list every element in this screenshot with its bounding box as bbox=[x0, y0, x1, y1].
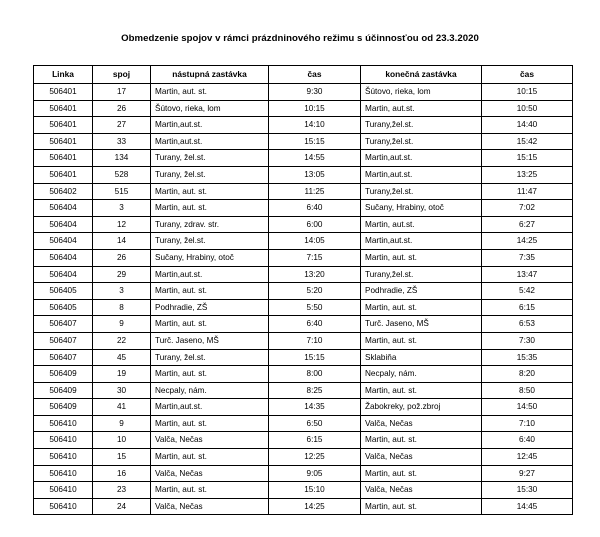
cell-time-from: 10:15 bbox=[269, 100, 361, 117]
cell-time-to: 13:25 bbox=[482, 166, 573, 183]
table-row bbox=[34, 415, 573, 432]
cell-time-from: 6:15 bbox=[269, 432, 361, 449]
cell-to-stop: Martin, aut. st. bbox=[361, 465, 482, 482]
cell-time-from: 5:20 bbox=[269, 283, 361, 300]
timetable bbox=[33, 65, 573, 515]
cell-spoj: 3 bbox=[93, 283, 151, 300]
cell-spoj: 16 bbox=[93, 465, 151, 482]
table-header bbox=[34, 66, 573, 84]
cell-from-stop: Martin, aut. st. bbox=[151, 84, 269, 101]
cell-to-stop: Žabokreky, pož.zbroj bbox=[361, 399, 482, 416]
column-header-time-to: čas bbox=[482, 66, 573, 84]
cell-from-stop: Turany, žel.st. bbox=[151, 233, 269, 250]
cell-time-from: 12:25 bbox=[269, 449, 361, 466]
cell-from-stop: Valča, Nečas bbox=[151, 432, 269, 449]
cell-spoj: 8 bbox=[93, 299, 151, 316]
cell-linka: 506409 bbox=[34, 399, 93, 416]
cell-from-stop: Sučany, Hrabiny, otoč bbox=[151, 249, 269, 266]
table-row bbox=[34, 200, 573, 217]
cell-spoj: 17 bbox=[93, 84, 151, 101]
cell-linka: 506407 bbox=[34, 349, 93, 366]
table-row bbox=[34, 216, 573, 233]
cell-from-stop: Martin, aut. st. bbox=[151, 316, 269, 333]
cell-time-from: 8:00 bbox=[269, 366, 361, 383]
column-header-to-stop: konečná zastávka bbox=[361, 66, 482, 84]
column-header-from-stop: nástupná zastávka bbox=[151, 66, 269, 84]
cell-time-from: 11:25 bbox=[269, 183, 361, 200]
cell-time-to: 7:10 bbox=[482, 415, 573, 432]
cell-time-from: 14:55 bbox=[269, 150, 361, 167]
cell-linka: 506404 bbox=[34, 266, 93, 283]
column-header-time-from: čas bbox=[269, 66, 361, 84]
table-body bbox=[34, 84, 573, 515]
table-row bbox=[34, 183, 573, 200]
cell-to-stop: Martin,aut.st. bbox=[361, 150, 482, 167]
cell-time-to: 15:15 bbox=[482, 150, 573, 167]
table-row bbox=[34, 299, 573, 316]
cell-spoj: 134 bbox=[93, 150, 151, 167]
table-row bbox=[34, 366, 573, 383]
cell-to-stop: Martin,aut.st. bbox=[361, 233, 482, 250]
cell-linka: 506401 bbox=[34, 100, 93, 117]
cell-time-to: 6:15 bbox=[482, 299, 573, 316]
cell-time-to: 5:42 bbox=[482, 283, 573, 300]
cell-from-stop: Podhradie, ZŠ bbox=[151, 299, 269, 316]
table-row bbox=[34, 498, 573, 515]
cell-time-from: 15:15 bbox=[269, 349, 361, 366]
cell-from-stop: Turany, zdrav. str. bbox=[151, 216, 269, 233]
cell-linka: 506404 bbox=[34, 200, 93, 217]
cell-time-to: 13:47 bbox=[482, 266, 573, 283]
table-row bbox=[34, 117, 573, 134]
table-row bbox=[34, 100, 573, 117]
cell-linka: 506410 bbox=[34, 465, 93, 482]
timetable-container bbox=[33, 65, 572, 515]
table-row bbox=[34, 249, 573, 266]
cell-from-stop: Martin,aut.st. bbox=[151, 133, 269, 150]
cell-to-stop: Valča, Nečas bbox=[361, 482, 482, 499]
cell-from-stop: Martin,aut.st. bbox=[151, 266, 269, 283]
cell-time-to: 12:45 bbox=[482, 449, 573, 466]
cell-spoj: 10 bbox=[93, 432, 151, 449]
cell-from-stop: Šútovo, rieka, lom bbox=[151, 100, 269, 117]
table-row bbox=[34, 150, 573, 167]
page-title: Obmedzenie spojov v rámci prázdninového režimu s účinnosťou od 23.3.2020 bbox=[121, 33, 479, 44]
cell-to-stop: Necpaly, nám. bbox=[361, 366, 482, 383]
cell-linka: 506407 bbox=[34, 332, 93, 349]
cell-time-to: 10:50 bbox=[482, 100, 573, 117]
cell-from-stop: Martin,aut.st. bbox=[151, 117, 269, 134]
cell-time-from: 15:15 bbox=[269, 133, 361, 150]
cell-to-stop: Šútovo, rieka, lom bbox=[361, 84, 482, 101]
cell-to-stop: Turany,žel.st. bbox=[361, 117, 482, 134]
cell-to-stop: Podhradie, ZŠ bbox=[361, 283, 482, 300]
table-row bbox=[34, 266, 573, 283]
cell-spoj: 515 bbox=[93, 183, 151, 200]
cell-linka: 506405 bbox=[34, 299, 93, 316]
cell-time-to: 15:35 bbox=[482, 349, 573, 366]
cell-time-to: 8:50 bbox=[482, 382, 573, 399]
cell-from-stop: Martin,aut.st. bbox=[151, 399, 269, 416]
cell-from-stop: Turany, žel.st. bbox=[151, 166, 269, 183]
cell-to-stop: Martin, aut. st. bbox=[361, 249, 482, 266]
cell-from-stop: Martin, aut. st. bbox=[151, 283, 269, 300]
column-header-spoj: spoj bbox=[93, 66, 151, 84]
cell-to-stop: Martin, aut. st. bbox=[361, 498, 482, 515]
cell-spoj: 14 bbox=[93, 233, 151, 250]
cell-linka: 506404 bbox=[34, 216, 93, 233]
cell-linka: 506410 bbox=[34, 449, 93, 466]
cell-to-stop: Martin, aut.st. bbox=[361, 216, 482, 233]
cell-time-to: 15:42 bbox=[482, 133, 573, 150]
cell-linka: 506409 bbox=[34, 366, 93, 383]
cell-time-to: 7:02 bbox=[482, 200, 573, 217]
cell-time-from: 6:40 bbox=[269, 200, 361, 217]
cell-linka: 506401 bbox=[34, 150, 93, 167]
cell-time-from: 13:20 bbox=[269, 266, 361, 283]
table-row bbox=[34, 332, 573, 349]
cell-time-from: 14:05 bbox=[269, 233, 361, 250]
cell-to-stop: Martin,aut.st. bbox=[361, 166, 482, 183]
cell-time-to: 9:27 bbox=[482, 465, 573, 482]
table-row bbox=[34, 382, 573, 399]
cell-to-stop: Turany,žel.st. bbox=[361, 183, 482, 200]
cell-linka: 506404 bbox=[34, 233, 93, 250]
cell-from-stop: Martin, aut. st. bbox=[151, 449, 269, 466]
cell-time-to: 8:20 bbox=[482, 366, 573, 383]
cell-spoj: 9 bbox=[93, 415, 151, 432]
cell-time-to: 15:30 bbox=[482, 482, 573, 499]
cell-to-stop: Martin, aut. st. bbox=[361, 332, 482, 349]
cell-time-from: 6:00 bbox=[269, 216, 361, 233]
cell-linka: 506401 bbox=[34, 166, 93, 183]
cell-from-stop: Turč. Jaseno, MŠ bbox=[151, 332, 269, 349]
cell-spoj: 27 bbox=[93, 117, 151, 134]
cell-to-stop: Martin, aut. st. bbox=[361, 382, 482, 399]
cell-time-from: 13:05 bbox=[269, 166, 361, 183]
cell-time-from: 6:50 bbox=[269, 415, 361, 432]
cell-time-from: 7:10 bbox=[269, 332, 361, 349]
cell-time-to: 7:35 bbox=[482, 249, 573, 266]
cell-linka: 506410 bbox=[34, 498, 93, 515]
cell-time-to: 7:30 bbox=[482, 332, 573, 349]
cell-from-stop: Turany, žel.st. bbox=[151, 349, 269, 366]
cell-to-stop: Turany,žel.st. bbox=[361, 133, 482, 150]
table-row bbox=[34, 84, 573, 101]
cell-to-stop: Turany,žel.st. bbox=[361, 266, 482, 283]
cell-spoj: 3 bbox=[93, 200, 151, 217]
cell-spoj: 9 bbox=[93, 316, 151, 333]
cell-time-from: 14:25 bbox=[269, 498, 361, 515]
cell-to-stop: Turč. Jaseno, MŠ bbox=[361, 316, 482, 333]
table-row bbox=[34, 349, 573, 366]
cell-from-stop: Valča, Nečas bbox=[151, 465, 269, 482]
cell-from-stop: Valča, Nečas bbox=[151, 498, 269, 515]
cell-spoj: 45 bbox=[93, 349, 151, 366]
cell-to-stop: Sučany, Hrabiny, otoč bbox=[361, 200, 482, 217]
cell-time-from: 8:25 bbox=[269, 382, 361, 399]
cell-from-stop: Martin, aut. st. bbox=[151, 200, 269, 217]
cell-time-from: 7:15 bbox=[269, 249, 361, 266]
cell-linka: 506402 bbox=[34, 183, 93, 200]
cell-time-to: 10:15 bbox=[482, 84, 573, 101]
cell-from-stop: Turany, žel.st. bbox=[151, 150, 269, 167]
cell-spoj: 22 bbox=[93, 332, 151, 349]
cell-spoj: 23 bbox=[93, 482, 151, 499]
cell-time-from: 15:10 bbox=[269, 482, 361, 499]
cell-linka: 506409 bbox=[34, 382, 93, 399]
cell-time-to: 6:53 bbox=[482, 316, 573, 333]
cell-spoj: 41 bbox=[93, 399, 151, 416]
cell-to-stop: Martin, aut. st. bbox=[361, 432, 482, 449]
table-row bbox=[34, 133, 573, 150]
table-row bbox=[34, 449, 573, 466]
cell-linka: 506410 bbox=[34, 482, 93, 499]
cell-linka: 506407 bbox=[34, 316, 93, 333]
cell-time-from: 14:10 bbox=[269, 117, 361, 134]
cell-time-from: 14:35 bbox=[269, 399, 361, 416]
table-row bbox=[34, 316, 573, 333]
cell-linka: 506404 bbox=[34, 249, 93, 266]
cell-from-stop: Martin, aut. st. bbox=[151, 482, 269, 499]
cell-to-stop: Martin, aut.st. bbox=[361, 100, 482, 117]
cell-spoj: 29 bbox=[93, 266, 151, 283]
table-row bbox=[34, 482, 573, 499]
cell-linka: 506405 bbox=[34, 283, 93, 300]
cell-to-stop: Valča, Nečas bbox=[361, 415, 482, 432]
cell-from-stop: Martin, aut. st. bbox=[151, 415, 269, 432]
cell-time-to: 14:45 bbox=[482, 498, 573, 515]
table-row bbox=[34, 233, 573, 250]
cell-spoj: 12 bbox=[93, 216, 151, 233]
cell-spoj: 30 bbox=[93, 382, 151, 399]
column-header-linka: Linka bbox=[34, 66, 93, 84]
cell-time-to: 6:27 bbox=[482, 216, 573, 233]
cell-spoj: 19 bbox=[93, 366, 151, 383]
cell-to-stop: Sklabiňa bbox=[361, 349, 482, 366]
table-row bbox=[34, 283, 573, 300]
cell-linka: 506401 bbox=[34, 84, 93, 101]
table-row bbox=[34, 399, 573, 416]
cell-time-from: 5:50 bbox=[269, 299, 361, 316]
cell-from-stop: Necpaly, nám. bbox=[151, 382, 269, 399]
cell-time-from: 9:05 bbox=[269, 465, 361, 482]
cell-linka: 506410 bbox=[34, 415, 93, 432]
cell-time-to: 14:50 bbox=[482, 399, 573, 416]
cell-time-to: 11:47 bbox=[482, 183, 573, 200]
cell-time-from: 6:40 bbox=[269, 316, 361, 333]
cell-from-stop: Martin, aut. st. bbox=[151, 183, 269, 200]
cell-spoj: 26 bbox=[93, 100, 151, 117]
cell-linka: 506410 bbox=[34, 432, 93, 449]
table-row bbox=[34, 432, 573, 449]
cell-spoj: 33 bbox=[93, 133, 151, 150]
cell-linka: 506401 bbox=[34, 117, 93, 134]
cell-linka: 506401 bbox=[34, 133, 93, 150]
cell-to-stop: Valča, Nečas bbox=[361, 449, 482, 466]
cell-time-from: 9:30 bbox=[269, 84, 361, 101]
table-row bbox=[34, 166, 573, 183]
cell-spoj: 528 bbox=[93, 166, 151, 183]
cell-spoj: 24 bbox=[93, 498, 151, 515]
table-row bbox=[34, 465, 573, 482]
cell-spoj: 15 bbox=[93, 449, 151, 466]
cell-to-stop: Martin, aut. st. bbox=[361, 299, 482, 316]
cell-from-stop: Martin, aut. st. bbox=[151, 366, 269, 383]
cell-time-to: 14:40 bbox=[482, 117, 573, 134]
cell-time-to: 14:25 bbox=[482, 233, 573, 250]
cell-time-to: 6:40 bbox=[482, 432, 573, 449]
table-header-row bbox=[34, 66, 573, 84]
cell-spoj: 26 bbox=[93, 249, 151, 266]
